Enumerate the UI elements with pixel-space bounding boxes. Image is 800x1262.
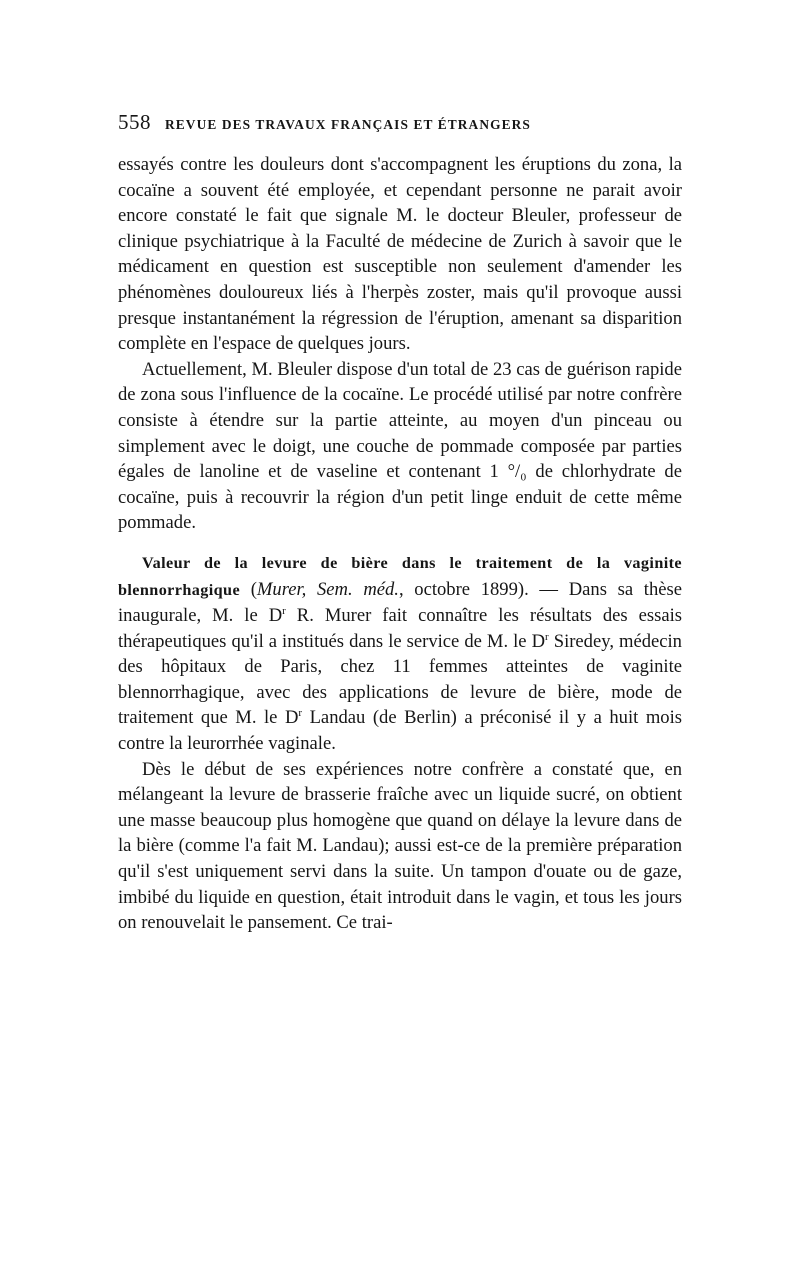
superscript-r: r xyxy=(545,630,549,643)
paragraph-bleuler-results: Actuellement, M. Bleuler dispose d'un total de 23 cas de guérison rapide de zona sous l'influence de la cocaïne. Le procédé utilisé par notre confrère consiste à étendre sur la partie atteinte, au moyen d'un pinceau ou simplement avec le doigt, une couche de pommade composée par parties égales de lanoline et de vaseline et contenant 1 °/₀ de chlorhydrate de cocaïne, puis à recouvrir la région d'un petit linge enduit de cette même pommade. xyxy=(118,358,682,534)
body-text xyxy=(118,152,682,936)
article-text-part-d: Landau (de Berlin) a préconisé il y a huit mois contre la leurorrhée vaginale. xyxy=(118,707,682,755)
article-paragraph-levure xyxy=(118,550,682,757)
article-text-part-b: R. Murer fait connaître les résultats des essais thérapeutiques qu'il a institués dans le service de M. le D xyxy=(118,605,683,652)
article-ref-open: ( xyxy=(240,578,257,600)
running-title: REVUE DES TRAVAUX FRANÇAIS ET ÉTRANGERS xyxy=(165,117,531,132)
document-page xyxy=(118,110,682,936)
page-number: 558 xyxy=(118,110,151,134)
running-head xyxy=(118,110,682,142)
article-ref-date: , octobre 1899). — xyxy=(398,578,559,600)
article-text-part-a: Dans sa thèse inaugurale, M. le D xyxy=(118,578,682,627)
article-text-part-c: Siredey, médecin des hôpitaux de Paris, chez 11 femmes atteintes de vaginite blennorrhagique, avec des applications de levure de bière, mode de traitement que M. le D xyxy=(118,630,682,729)
paragraph-experiences: Dès le début de ses expériences notre confrère a constaté que, en mélangeant la levure de brasserie fraîche avec un liquide sucré, on obtient une masse beaucoup plus homogène que quand on délaye la levure dans de la bière (comme l'a fait M. Landau); aussi est-ce de la première préparation qu'il s'est uniquement servi dans la suite. Un tampon d'ouate ou de gaze, imbibé du liquide en question, était introduit dans le vagin, et tous les jours on renouvelait le pansement. Ce trai- xyxy=(118,758,682,934)
superscript-r: r xyxy=(282,604,286,617)
article-ref-author: Murer, Sem. méd. xyxy=(256,578,399,600)
superscript-r: r xyxy=(298,707,303,720)
paragraph-zona-continuation: essayés contre les douleurs dont s'accompagnent les éruptions du zona, la cocaïne a souvent été employée, et cependant personne ne parait avoir encore constaté le fait que signale M. le docteur Bleuler, professeur de clinique psychiatrique à la Faculté de médecine de Zurich à savoir que le médicament en question est susceptible non seulement d'amender les phénomènes douloureux liés à l'herpès zoster, mais qu'il provoque aussi presque instantanément la régression de l'éruption, amenant sa disparition complète en l'espace de quelques jours. xyxy=(118,154,682,355)
article-title: Valeur de la levure de bière dans le traitement de la vaginite blennorrhagique xyxy=(118,553,682,599)
